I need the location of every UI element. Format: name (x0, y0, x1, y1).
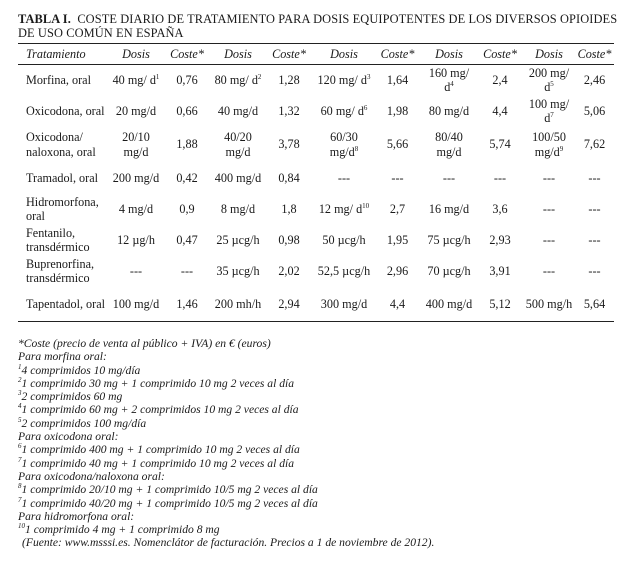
cost-cell: 1,98 (386, 103, 409, 118)
dose-cell: --- (542, 263, 556, 278)
footnote-line: $^5$2 comprimidos 100 mg/día (18, 415, 147, 430)
treatment-name: Tramadol, oral (26, 170, 98, 185)
dose-cell: 200 mg/ $d^5$ (528, 65, 570, 95)
column-header: Coste* (272, 46, 306, 61)
cost-cell: 4,4 (492, 103, 508, 118)
footnote-ref: 8 (354, 144, 359, 153)
cost-cell: 3,6 (492, 201, 508, 216)
cost-cell: 2,93 (489, 232, 511, 247)
treatment-name: Tapentadol, oral (26, 296, 106, 311)
footnote-ref: 3 (366, 72, 371, 81)
footnote-line: $^3$2 comprimidos 60 mg (18, 389, 123, 404)
treatment-name: Morfina, oral (26, 73, 91, 87)
treatment-name: Hidromorfona, oral (26, 194, 99, 223)
footnote-line: $^6$1 comprimido 400 mg + 1 comprimido 10 mg 2 veces al día (18, 442, 300, 457)
column-header: Dosis (535, 46, 563, 61)
cost-cell: 7,62 (583, 137, 606, 152)
table-row (18, 194, 614, 225)
column-header: Dosis (435, 46, 463, 61)
column-header: Dosis (122, 46, 150, 61)
dose-cell: 80/40 mg/d (435, 130, 463, 159)
table-row (18, 96, 614, 127)
column-header: Dosis (224, 46, 252, 61)
dose-cell: 12 mg/ $d^{10}$ (318, 201, 370, 216)
cost-cell: 1,8 (281, 201, 297, 216)
footnote-line: Para hidromorfona oral: (18, 509, 135, 523)
column-header: Dosis (330, 46, 358, 61)
dose-cell: 160 mg/ $d^4$ (428, 65, 470, 95)
dose-cell: --- (442, 170, 456, 185)
footnote-ref: 4 (450, 80, 454, 89)
footnote-line: $^{10}$1 comprimido 4 mg + 1 comprimido 8 mg (18, 522, 220, 537)
table-row (18, 163, 614, 194)
cost-cell: --- (391, 170, 404, 185)
footnote-line: $^7$1 comprimido 40 mg + 1 comprimido 10 mg 2 veces al día (18, 455, 295, 470)
dose-cell: --- (542, 170, 556, 185)
column-header: Coste* (483, 46, 517, 61)
cost-cell: --- (588, 170, 601, 185)
dose-cell: 52,5 µcg/h (317, 263, 371, 278)
table-label: TABLA I. (18, 12, 71, 26)
cost-table (18, 43, 614, 322)
dose-cell: 300 mg/d (320, 296, 368, 311)
footnote-line: $^1$4 comprimidos 10 mg/día (18, 362, 141, 377)
column-header: Coste* (577, 46, 612, 61)
dose-cell: --- (542, 201, 556, 216)
footnotes (18, 337, 618, 550)
cost-cell: 1,95 (386, 232, 409, 247)
cost-cell: 1,88 (176, 137, 198, 152)
cost-cell: 0,47 (176, 232, 198, 247)
treatment-name: Fentanilo, transdérmico (26, 225, 90, 254)
dose-cell: 4 mg/d (118, 201, 154, 216)
footnote-line: $^4$1 comprimido 60 mg + 2 comprimidos 10 mg 2 veces al día (18, 402, 299, 417)
cost-cell: 2,96 (386, 263, 409, 278)
cost-cell: 1,46 (176, 296, 198, 311)
dose-cell: 25 µcg/h (216, 232, 260, 247)
dose-cell: 60/30 $mg/d^8$ (329, 130, 359, 159)
cost-cell: 0,98 (278, 232, 300, 247)
cost-cell: 5,66 (386, 137, 409, 152)
cost-cell: 3,91 (489, 263, 511, 278)
treatment-name: Oxicodona/ naloxona, oral (26, 130, 96, 159)
footnote-line: Para oxicodona/naloxona oral: (18, 469, 165, 483)
cost-cell: 2,4 (492, 73, 508, 87)
table-row (18, 65, 614, 96)
cost-cell: 0,9 (179, 201, 195, 216)
cost-cell: --- (588, 232, 601, 247)
cost-cell: 5,74 (489, 137, 511, 152)
dose-cell: 100 mg/d (112, 296, 160, 311)
dose-cell: --- (542, 232, 556, 247)
cost-cell: --- (493, 170, 507, 185)
footnote-ref: 9 (559, 144, 564, 153)
footnote-ref: 5 (550, 80, 554, 89)
column-header: Tratamiento (26, 46, 86, 61)
cost-cell: --- (180, 263, 194, 278)
footnote-line: Para morfina oral: (18, 350, 107, 364)
dose-cell: 400 mg/d (425, 296, 473, 311)
cost-cell: 4,4 (389, 296, 406, 311)
cost-cell: 2,02 (278, 263, 300, 278)
cost-cell: --- (588, 201, 601, 216)
dose-cell: 50 µcg/h (322, 232, 366, 247)
dose-cell: 120 mg/ $d^3$ (317, 72, 371, 87)
footnote-ref: 2 (257, 72, 262, 81)
cost-cell: 2,94 (278, 296, 300, 311)
treatment-name: Oxicodona, oral (26, 103, 105, 118)
header-row (18, 44, 614, 65)
dose-cell: --- (337, 170, 351, 185)
table-row (18, 225, 614, 256)
dose-cell: 100 mg/ $d^7$ (528, 96, 570, 125)
dose-cell: 40 mg/d (217, 103, 259, 118)
table-body (18, 65, 614, 322)
cost-cell: 2,46 (583, 73, 606, 87)
footnote-line: $^7$1 comprimido 40/20 mg + 1 comprimido 10/5 mg 2 veces al día (18, 495, 318, 510)
column-header: Coste* (380, 46, 415, 61)
dose-cell: 16 mg/d (428, 201, 470, 216)
dose-cell: 200 mg/d (112, 170, 160, 185)
dose-cell: 400 mg/d (214, 170, 262, 185)
cost-cell: 1,28 (278, 73, 300, 87)
table-row (18, 256, 614, 287)
dose-cell: 100/50 $mg/d^9$ (532, 130, 566, 159)
footnote-ref: 6 (363, 103, 368, 112)
footnote-ref: 7 (550, 110, 554, 119)
footnote-line: $^8$1 comprimido 20/10 mg + 1 comprimido 10/5 mg 2 veces al día (18, 482, 318, 497)
dose-cell: 35 µcg/h (216, 263, 260, 278)
dose-cell: 60 mg/ $d^6$ (320, 103, 368, 118)
dose-cell: 80 mg/ $d^2$ (214, 72, 262, 87)
table-caption: COSTE DIARIO DE TRATAMIENTO PARA DOSIS EQUIPOTENTES DE LOS DIVERSOS OPIOIDES DE USO COMÚN EN ESPAÑA (18, 12, 618, 40)
dose-cell: 20/10 mg/d (122, 130, 150, 159)
cost-cell: 5,06 (583, 103, 606, 118)
footnote-ref: 10 (362, 201, 370, 210)
dose-cell: 500 mg/h (525, 296, 573, 311)
table-title (18, 12, 618, 40)
cost-cell: 5,12 (489, 296, 511, 311)
dose-cell: 200 mh/h (214, 296, 262, 311)
dose-cell: --- (129, 263, 143, 278)
cost-cell: 0,66 (176, 103, 198, 118)
table-row (18, 287, 614, 322)
footnote-line: (Fuente: www.msssi.es. Nomenclátor de facturación. Precios a 1 de noviembre de 2012). (22, 536, 435, 550)
cost-cell: 1,64 (386, 73, 409, 87)
dose-cell: 12 µg/h (117, 232, 155, 247)
dose-cell: 80 mg/d (428, 103, 470, 118)
footnote-line: $^2$1 comprimido 30 mg + 1 comprimido 10 mg 2 veces al día (18, 376, 295, 390)
dose-cell: 75 µcg/h (427, 232, 471, 247)
cost-cell: 0,42 (176, 170, 198, 185)
dose-cell: 8 mg/d (220, 201, 256, 216)
footnote-ref: 1 (155, 72, 160, 81)
cost-cell: 0,76 (176, 73, 198, 87)
treatment-name: Buprenorfina, transdérmico (26, 256, 95, 285)
cost-cell: --- (588, 263, 601, 278)
cost-cell: 5,64 (583, 296, 606, 311)
dose-cell: 20 mg/d (115, 103, 157, 118)
dose-cell: 40 mg/ $d^1$ (112, 72, 160, 87)
column-header: Coste* (170, 46, 204, 61)
cost-cell: 0,84 (278, 170, 300, 185)
cost-cell: 1,32 (278, 103, 300, 118)
table-row (18, 127, 614, 163)
footnote-line: *Coste (precio de venta al público + IVA) en € (euros) (18, 337, 271, 350)
footnote-line: Para oxicodona oral: (18, 430, 119, 444)
dose-cell: 70 µcg/h (427, 263, 471, 278)
cost-cell: 2,7 (389, 201, 406, 216)
cost-cell: 3,78 (278, 137, 300, 152)
dose-cell: 40/20 mg/d (224, 130, 252, 159)
